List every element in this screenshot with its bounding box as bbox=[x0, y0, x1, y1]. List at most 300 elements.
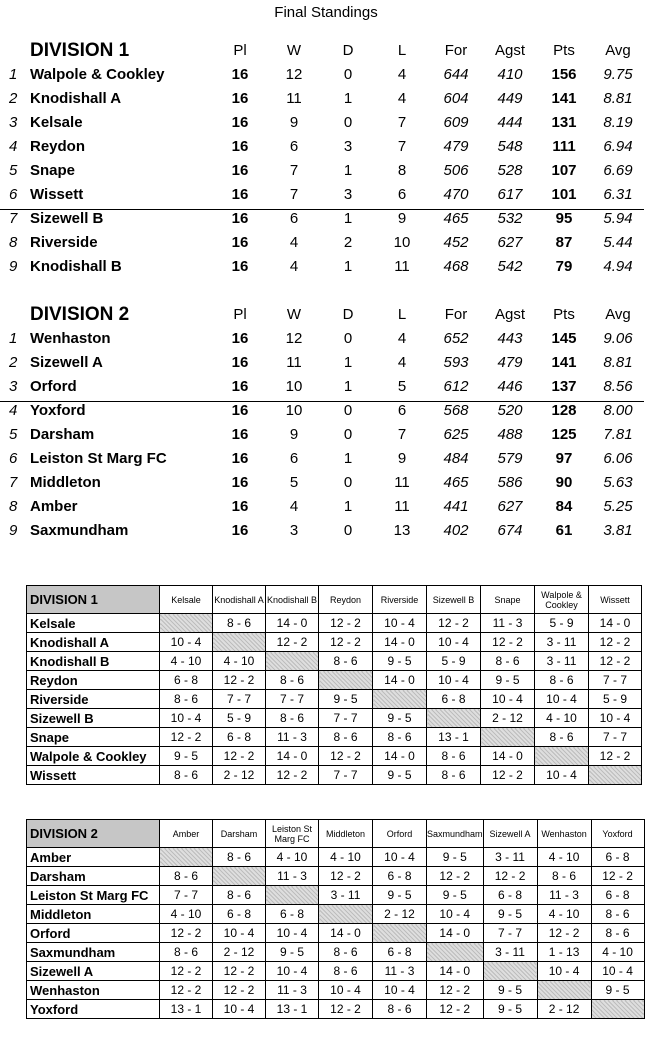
stat-pts: 156 bbox=[551, 66, 577, 83]
self-match-cell bbox=[373, 690, 427, 709]
stat-w: 9 bbox=[289, 426, 299, 443]
result-cell: 10 - 4 bbox=[319, 981, 373, 1000]
self-match-cell bbox=[535, 747, 589, 766]
result-cell: 9 - 5 bbox=[319, 690, 373, 709]
stat-avg: 6.31 bbox=[603, 186, 633, 203]
column-header-w: W bbox=[286, 306, 302, 323]
result-cell: 5 - 9 bbox=[589, 690, 642, 709]
row-team-name: Snape bbox=[27, 728, 160, 747]
divider-line bbox=[0, 209, 644, 210]
result-cell: 9 - 5 bbox=[373, 652, 427, 671]
grid-row bbox=[27, 633, 642, 652]
stat-w: 4 bbox=[289, 498, 299, 515]
result-cell: 6 - 8 bbox=[213, 905, 266, 924]
result-cell: 14 - 0 bbox=[589, 614, 642, 633]
result-cell: 7 - 7 bbox=[160, 886, 213, 905]
grid-row bbox=[27, 728, 642, 747]
result-cell: 8 - 6 bbox=[213, 848, 266, 867]
standings-header-row bbox=[0, 40, 652, 64]
team-name: Sizewell A bbox=[30, 354, 103, 371]
self-match-cell bbox=[160, 848, 213, 867]
result-cell: 12 - 2 bbox=[427, 1000, 484, 1019]
standings-row bbox=[0, 88, 652, 112]
stat-pl: 16 bbox=[231, 330, 249, 347]
stat-agst: 627 bbox=[497, 234, 523, 251]
result-cell: 10 - 4 bbox=[591, 962, 644, 981]
stat-w: 12 bbox=[285, 330, 303, 347]
column-team-header: Wissett bbox=[589, 586, 642, 614]
column-header-l: L bbox=[397, 306, 407, 323]
result-cell: 5 - 9 bbox=[427, 652, 481, 671]
row-team-name: Orford bbox=[27, 924, 160, 943]
result-cell: 8 - 6 bbox=[481, 652, 535, 671]
stat-agst: 627 bbox=[497, 498, 523, 515]
team-name: Knodishall A bbox=[30, 90, 122, 107]
result-cell: 8 - 6 bbox=[319, 728, 373, 747]
team-name: Kelsale bbox=[30, 114, 83, 131]
stat-pts: 84 bbox=[555, 498, 573, 515]
stat-avg: 5.94 bbox=[603, 210, 633, 227]
result-cell: 7 - 7 bbox=[213, 690, 266, 709]
result-cell: 12 - 2 bbox=[266, 633, 319, 652]
stat-w: 4 bbox=[289, 258, 299, 275]
stat-pl: 16 bbox=[231, 162, 249, 179]
result-cell: 10 - 4 bbox=[160, 633, 213, 652]
stat-avg: 4.94 bbox=[603, 258, 633, 275]
column-team-header: Kelsale bbox=[160, 586, 213, 614]
stat-for: 652 bbox=[443, 330, 469, 347]
stat-agst: 542 bbox=[497, 258, 523, 275]
grid-row bbox=[27, 943, 645, 962]
result-cell: 9 - 5 bbox=[483, 1000, 537, 1019]
stat-agst: 579 bbox=[497, 450, 523, 467]
result-cell: 10 - 4 bbox=[427, 633, 481, 652]
standings-row bbox=[0, 208, 652, 232]
position: 8 bbox=[9, 234, 18, 251]
stat-agst: 528 bbox=[497, 162, 523, 179]
column-header-pl: Pl bbox=[233, 306, 247, 323]
column-team-header: Saxmundham bbox=[427, 820, 484, 848]
stat-d: 2 bbox=[343, 234, 353, 251]
column-header-pl: Pl bbox=[233, 42, 247, 59]
position: 3 bbox=[9, 378, 18, 395]
stat-d: 1 bbox=[343, 90, 353, 107]
row-team-name: Amber bbox=[27, 848, 160, 867]
column-team-header: Walpole & Cookley bbox=[535, 586, 589, 614]
row-team-name: Leiston St Marg FC bbox=[27, 886, 160, 905]
column-team-header: Sizewell A bbox=[483, 820, 537, 848]
team-name: Walpole & Cookley bbox=[30, 66, 165, 83]
stat-pl: 16 bbox=[231, 210, 249, 227]
result-cell: 6 - 8 bbox=[160, 671, 213, 690]
standings-row bbox=[0, 328, 652, 352]
stat-l: 7 bbox=[397, 138, 407, 155]
stat-l: 6 bbox=[397, 186, 407, 203]
result-cell: 4 - 10 bbox=[537, 848, 591, 867]
result-cell: 1 - 13 bbox=[537, 943, 591, 962]
stat-l: 9 bbox=[397, 210, 407, 227]
stat-d: 3 bbox=[343, 186, 353, 203]
stat-l: 5 bbox=[397, 378, 407, 395]
self-match-cell bbox=[427, 709, 481, 728]
result-cell: 4 - 10 bbox=[319, 848, 373, 867]
result-cell: 12 - 2 bbox=[427, 867, 484, 886]
result-cell: 3 - 11 bbox=[319, 886, 373, 905]
result-cell: 8 - 6 bbox=[535, 728, 589, 747]
grid-row bbox=[27, 652, 642, 671]
stat-agst: 443 bbox=[497, 330, 523, 347]
stat-pl: 16 bbox=[231, 402, 249, 419]
self-match-cell bbox=[537, 981, 591, 1000]
stat-pl: 16 bbox=[231, 66, 249, 83]
stat-pts: 131 bbox=[551, 114, 577, 131]
stat-for: 568 bbox=[443, 402, 469, 419]
team-name: Yoxford bbox=[30, 402, 86, 419]
stat-d: 1 bbox=[343, 162, 353, 179]
stat-l: 4 bbox=[397, 330, 407, 347]
standings-row bbox=[0, 352, 652, 376]
stat-pl: 16 bbox=[231, 522, 249, 539]
result-cell: 14 - 0 bbox=[427, 962, 484, 981]
stat-avg: 5.44 bbox=[603, 234, 633, 251]
row-team-name: Saxmundham bbox=[27, 943, 160, 962]
column-header-for: For bbox=[444, 306, 468, 323]
result-cell: 12 - 2 bbox=[160, 924, 213, 943]
result-cell: 8 - 6 bbox=[160, 943, 213, 962]
stat-w: 6 bbox=[289, 210, 299, 227]
column-team-header: Sizewell B bbox=[427, 586, 481, 614]
stat-l: 4 bbox=[397, 66, 407, 83]
stat-d: 0 bbox=[343, 474, 353, 491]
result-cell: 10 - 4 bbox=[427, 905, 484, 924]
stat-agst: 446 bbox=[497, 378, 523, 395]
position: 6 bbox=[9, 186, 18, 203]
result-cell: 6 - 8 bbox=[591, 886, 644, 905]
result-cell: 9 - 5 bbox=[373, 709, 427, 728]
stat-pl: 16 bbox=[231, 114, 249, 131]
standings-row bbox=[0, 520, 652, 544]
result-cell: 9 - 5 bbox=[373, 886, 427, 905]
result-cell: 5 - 9 bbox=[535, 614, 589, 633]
standings-row bbox=[0, 424, 652, 448]
self-match-cell bbox=[319, 905, 373, 924]
result-cell: 12 - 2 bbox=[160, 962, 213, 981]
stat-for: 506 bbox=[443, 162, 469, 179]
column-header-avg: Avg bbox=[605, 42, 631, 59]
division-title: DIVISION 1 bbox=[30, 40, 130, 61]
row-team-name: Wenhaston bbox=[27, 981, 160, 1000]
stat-w: 12 bbox=[285, 66, 303, 83]
result-cell: 11 - 3 bbox=[266, 981, 319, 1000]
column-header-d: D bbox=[342, 42, 354, 59]
result-cell: 14 - 0 bbox=[373, 747, 427, 766]
stat-l: 13 bbox=[393, 522, 411, 539]
stat-for: 484 bbox=[443, 450, 469, 467]
stat-pts: 107 bbox=[551, 162, 577, 179]
team-name: Wissett bbox=[30, 186, 84, 203]
stat-l: 11 bbox=[394, 258, 410, 275]
column-header-agst: Agst bbox=[494, 42, 525, 59]
stat-pts: 145 bbox=[551, 330, 577, 347]
position: 4 bbox=[9, 138, 18, 155]
result-cell: 2 - 12 bbox=[481, 709, 535, 728]
grid-division-title: DIVISION 1 bbox=[27, 586, 160, 614]
result-cell: 6 - 8 bbox=[373, 943, 427, 962]
stat-for: 593 bbox=[443, 354, 469, 371]
stat-pl: 16 bbox=[231, 498, 249, 515]
stat-d: 1 bbox=[343, 258, 353, 275]
stat-for: 402 bbox=[443, 522, 469, 539]
column-header-for: For bbox=[444, 42, 468, 59]
team-name: Middleton bbox=[30, 474, 101, 491]
result-cell: 12 - 2 bbox=[319, 614, 373, 633]
result-cell: 9 - 5 bbox=[483, 905, 537, 924]
stat-pl: 16 bbox=[231, 90, 249, 107]
result-cell: 11 - 3 bbox=[537, 886, 591, 905]
stat-l: 11 bbox=[394, 498, 410, 515]
self-match-cell bbox=[591, 1000, 644, 1019]
standings-row bbox=[0, 256, 652, 280]
stat-d: 1 bbox=[343, 354, 353, 371]
stat-d: 0 bbox=[343, 426, 353, 443]
stat-l: 9 bbox=[397, 450, 407, 467]
position: 7 bbox=[9, 210, 18, 227]
standings-row bbox=[0, 472, 652, 496]
result-cell: 7 - 7 bbox=[319, 766, 373, 785]
result-cell: 8 - 6 bbox=[319, 962, 373, 981]
stat-d: 3 bbox=[343, 138, 353, 155]
result-cell: 9 - 5 bbox=[483, 981, 537, 1000]
team-name: Knodishall B bbox=[30, 258, 122, 275]
result-cell: 10 - 4 bbox=[266, 924, 319, 943]
stat-pl: 16 bbox=[231, 450, 249, 467]
column-team-header: Knodishall B bbox=[266, 586, 319, 614]
result-cell: 12 - 2 bbox=[319, 867, 373, 886]
row-team-name: Wissett bbox=[27, 766, 160, 785]
column-team-header: Orford bbox=[373, 820, 427, 848]
column-team-header: Riverside bbox=[373, 586, 427, 614]
result-cell: 10 - 4 bbox=[373, 848, 427, 867]
result-cell: 12 - 2 bbox=[591, 867, 644, 886]
result-cell: 7 - 7 bbox=[483, 924, 537, 943]
stat-avg: 7.81 bbox=[603, 426, 633, 443]
result-cell: 12 - 2 bbox=[589, 652, 642, 671]
result-cell: 4 - 10 bbox=[160, 652, 213, 671]
team-name: Wenhaston bbox=[30, 330, 111, 347]
column-header-pts: Pts bbox=[553, 306, 575, 323]
standings-row bbox=[0, 232, 652, 256]
stat-agst: 488 bbox=[497, 426, 523, 443]
position: 6 bbox=[9, 450, 18, 467]
standings-row bbox=[0, 400, 652, 424]
stat-for: 644 bbox=[443, 66, 469, 83]
column-team-header: Leiston St Marg FC bbox=[266, 820, 319, 848]
stat-l: 7 bbox=[397, 426, 407, 443]
stat-w: 3 bbox=[289, 522, 299, 539]
result-cell: 6 - 8 bbox=[483, 886, 537, 905]
stat-pts: 128 bbox=[551, 402, 577, 419]
result-cell: 4 - 10 bbox=[537, 905, 591, 924]
result-cell: 9 - 5 bbox=[427, 848, 484, 867]
column-header-w: W bbox=[286, 42, 302, 59]
result-cell: 11 - 3 bbox=[266, 867, 319, 886]
stat-avg: 5.25 bbox=[603, 498, 633, 515]
stat-w: 6 bbox=[289, 138, 299, 155]
result-cell: 8 - 6 bbox=[213, 614, 266, 633]
result-cell: 12 - 2 bbox=[160, 981, 213, 1000]
standings-row bbox=[0, 112, 652, 136]
result-cell: 2 - 12 bbox=[373, 905, 427, 924]
result-cell: 10 - 4 bbox=[266, 962, 319, 981]
column-team-header: Reydon bbox=[319, 586, 373, 614]
stat-for: 452 bbox=[443, 234, 469, 251]
result-cell: 12 - 2 bbox=[213, 962, 266, 981]
result-cell: 12 - 2 bbox=[319, 633, 373, 652]
column-header-l: L bbox=[397, 42, 407, 59]
result-cell: 13 - 1 bbox=[160, 1000, 213, 1019]
stat-pts: 137 bbox=[551, 378, 577, 395]
stat-agst: 586 bbox=[497, 474, 523, 491]
column-header-d: D bbox=[342, 306, 354, 323]
stat-avg: 8.81 bbox=[603, 90, 633, 107]
result-cell: 11 - 3 bbox=[373, 962, 427, 981]
stat-pts: 61 bbox=[555, 522, 573, 539]
stat-d: 0 bbox=[343, 66, 353, 83]
result-cell: 10 - 4 bbox=[373, 614, 427, 633]
result-cell: 12 - 2 bbox=[213, 747, 266, 766]
result-cell: 9 - 5 bbox=[427, 886, 484, 905]
stat-pts: 141 bbox=[551, 354, 577, 371]
result-cell: 4 - 10 bbox=[535, 709, 589, 728]
stat-agst: 532 bbox=[497, 210, 523, 227]
column-header-pts: Pts bbox=[553, 42, 575, 59]
stat-d: 0 bbox=[343, 522, 353, 539]
grid-row bbox=[27, 766, 642, 785]
result-cell: 8 - 6 bbox=[427, 747, 481, 766]
standings-row bbox=[0, 136, 652, 160]
stat-l: 6 bbox=[397, 402, 407, 419]
result-cell: 8 - 6 bbox=[537, 867, 591, 886]
stat-for: 609 bbox=[443, 114, 469, 131]
stat-for: 604 bbox=[443, 90, 469, 107]
row-team-name: Walpole & Cookley bbox=[27, 747, 160, 766]
result-cell: 8 - 6 bbox=[319, 943, 373, 962]
stat-agst: 479 bbox=[497, 354, 523, 371]
row-team-name: Reydon bbox=[27, 671, 160, 690]
self-match-cell bbox=[213, 867, 266, 886]
self-match-cell bbox=[589, 766, 642, 785]
row-team-name: Yoxford bbox=[27, 1000, 160, 1019]
stat-w: 7 bbox=[289, 186, 299, 203]
result-cell: 9 - 5 bbox=[481, 671, 535, 690]
result-cell: 8 - 6 bbox=[373, 728, 427, 747]
result-cell: 6 - 8 bbox=[266, 905, 319, 924]
stat-agst: 444 bbox=[497, 114, 523, 131]
grid-row bbox=[27, 671, 642, 690]
result-cell: 12 - 2 bbox=[427, 981, 484, 1000]
result-cell: 3 - 11 bbox=[535, 633, 589, 652]
column-header-avg: Avg bbox=[605, 306, 631, 323]
row-team-name: Kelsale bbox=[27, 614, 160, 633]
stat-w: 10 bbox=[285, 402, 303, 419]
result-cell: 8 - 6 bbox=[319, 652, 373, 671]
stat-avg: 3.81 bbox=[603, 522, 633, 539]
stat-pts: 125 bbox=[551, 426, 577, 443]
standings-row bbox=[0, 376, 652, 400]
result-cell: 8 - 6 bbox=[213, 886, 266, 905]
stat-avg: 6.06 bbox=[603, 450, 633, 467]
stat-for: 470 bbox=[443, 186, 469, 203]
result-cell: 10 - 4 bbox=[213, 924, 266, 943]
stat-avg: 8.19 bbox=[603, 114, 633, 131]
result-cell: 10 - 4 bbox=[213, 1000, 266, 1019]
stat-agst: 410 bbox=[497, 66, 523, 83]
self-match-cell bbox=[427, 943, 484, 962]
stat-d: 1 bbox=[343, 450, 353, 467]
result-cell: 3 - 11 bbox=[483, 848, 537, 867]
grid-division-title: DIVISION 2 bbox=[27, 820, 160, 848]
result-cell: 13 - 1 bbox=[427, 728, 481, 747]
stat-avg: 8.81 bbox=[603, 354, 633, 371]
column-team-header: Darsham bbox=[213, 820, 266, 848]
grid-row bbox=[27, 690, 642, 709]
grid-row bbox=[27, 747, 642, 766]
team-name: Riverside bbox=[30, 234, 98, 251]
team-name: Saxmundham bbox=[30, 522, 129, 539]
standings-row bbox=[0, 448, 652, 472]
result-cell: 14 - 0 bbox=[427, 924, 484, 943]
stat-avg: 8.00 bbox=[603, 402, 633, 419]
stat-l: 10 bbox=[393, 234, 411, 251]
division-1-results-grid bbox=[26, 585, 642, 785]
column-team-header: Middleton bbox=[319, 820, 373, 848]
team-name: Amber bbox=[30, 498, 78, 515]
team-name: Sizewell B bbox=[30, 210, 104, 227]
division-title: DIVISION 2 bbox=[30, 304, 130, 325]
result-cell: 12 - 2 bbox=[213, 981, 266, 1000]
stat-agst: 449 bbox=[497, 90, 523, 107]
result-cell: 14 - 0 bbox=[373, 671, 427, 690]
position: 8 bbox=[9, 498, 18, 515]
position: 4 bbox=[9, 402, 18, 419]
result-cell: 5 - 9 bbox=[213, 709, 266, 728]
self-match-cell bbox=[483, 962, 537, 981]
grid-row bbox=[27, 981, 645, 1000]
stat-pts: 111 bbox=[552, 138, 576, 155]
column-team-header: Wenhaston bbox=[537, 820, 591, 848]
page-title: Final Standings bbox=[274, 4, 378, 21]
stat-d: 1 bbox=[343, 210, 353, 227]
position: 1 bbox=[9, 66, 18, 83]
team-name: Orford bbox=[30, 378, 77, 395]
row-team-name: Sizewell A bbox=[27, 962, 160, 981]
self-match-cell bbox=[160, 614, 213, 633]
stat-w: 9 bbox=[289, 114, 299, 131]
stat-pl: 16 bbox=[231, 138, 249, 155]
stat-for: 441 bbox=[443, 498, 469, 515]
stat-d: 1 bbox=[343, 498, 353, 515]
result-cell: 14 - 0 bbox=[266, 614, 319, 633]
stat-l: 11 bbox=[394, 474, 410, 491]
result-cell: 7 - 7 bbox=[319, 709, 373, 728]
standings-row bbox=[0, 184, 652, 208]
stat-agst: 520 bbox=[497, 402, 523, 419]
result-cell: 12 - 2 bbox=[481, 633, 535, 652]
self-match-cell bbox=[266, 652, 319, 671]
stat-for: 468 bbox=[443, 258, 469, 275]
stat-agst: 548 bbox=[497, 138, 523, 155]
division-2-results-grid bbox=[26, 819, 645, 1019]
